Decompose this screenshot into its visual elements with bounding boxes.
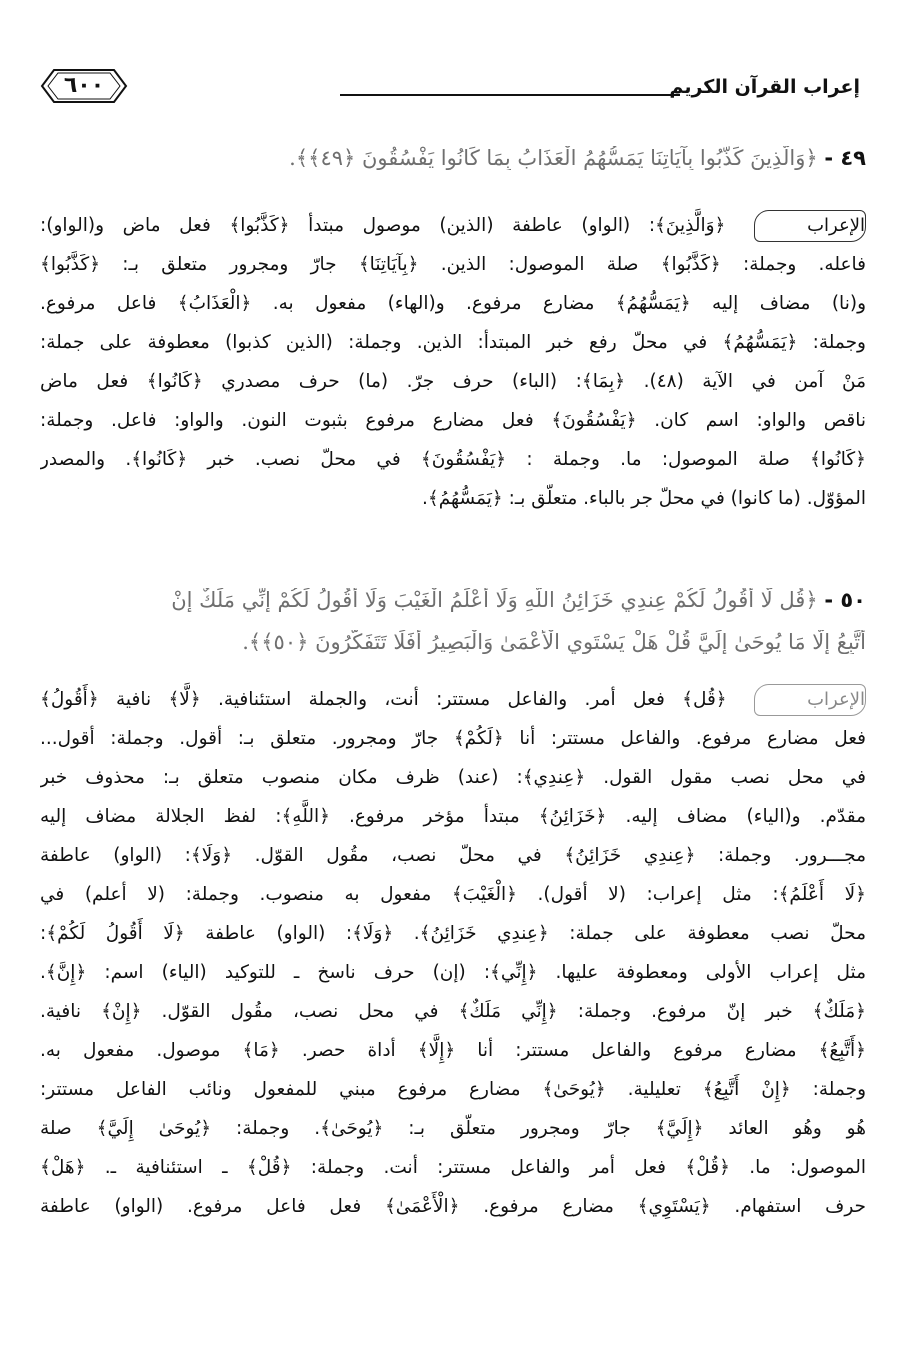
page-header [40,60,860,120]
verse-text: ﴿وَالَّذِينَ كَذَّبُوا بِآيَاتِنَا يَمَسُّهُمُ الْعَذَابُ بِمَا كَانُوا يَفْسُقُونَ ﴿٤٩﴾﴾. [289,146,818,170]
analysis-line: فعل مضارع مرفوع. والفاعل مستتر: أنا ﴿لَكُمْ﴾ جارّ ومجرور. متعلق بـ: أقول. وجملة: أقول... [40,728,866,749]
analysis-line: وجملة: ﴿يَمَسُّهُمُ﴾ في محلّ رفع خبر المبتدأ: الذين. وجملة: (الذين كذبوا) معطوفة على جملة: [40,332,866,353]
irab-section-50 [40,680,866,1226]
page-number-frame [40,68,128,104]
analysis-line-text: ﴿قُل﴾ فعل أمر. والفاعل مستتر: أنت، والجملة استئنافية. ﴿لَّا﴾ نافية ﴿أَقُولُ﴾ [40,689,727,710]
analysis-line: ناقص والواو: اسم كان. ﴿يَفْسُقُونَ﴾ فعل مضارع مرفوع بثبوت النون. والواو: فاعل. وجملة: [40,410,866,431]
analysis-line: هُو وهُو العائد ﴿إِلَيَّ﴾ جارّ ومجرور متعلّق بـ: ﴿يُوحَىٰ﴾. وجملة: ﴿يُوحَىٰ إِلَيَّ﴾ صلة [40,1118,866,1139]
verse-number: ٤٩ - [824,146,866,170]
analysis-line: الموصول: ما. ﴿قُلْ﴾ فعل أمر والفاعل مستتر: أنت. وجملة: ﴿قُلْ﴾ ـ استئنافية ـ. ﴿هَلْ﴾ [40,1157,866,1178]
verse-49 [40,146,866,170]
analysis-line: المؤوّل. (ما كانوا) في محلّ جر بالباء. متعلّق بـ: ﴿يَمَسُّهُمُ﴾. [422,488,866,509]
analysis-line: فاعله. وجملة: ﴿كَذَّبُوا﴾ صلة الموصول: الذين. ﴿بِآيَاتِنَا﴾ جارّ ومجرور متعلق بـ: ﴿كَذَّبُوا﴾ [40,254,866,275]
verse-text: ﴿قُل لَّا أَقُولُ لَكُمْ عِندِي خَزَائِنُ اللَّهِ وَلَا أَعْلَمُ الْغَيْبَ وَلَا أَقُولُ لَكُمْ إِنِّي مَلَكٌ إِنْ [171,588,818,612]
analysis-line-text: ﴿وَالَّذِينَ﴾: (الواو) عاطفة (الذين) موصول مبتدأ ﴿كَذَّبُوا﴾ فعل ماض و(الواو): [40,215,726,236]
analysis-line: في محل نصب مقول القول. ﴿عِندِي﴾: (عند) ظرف مكان منصوب متعلق بـ: محذوف خبر [40,767,866,788]
analysis-line: ﴿لَا أَعْلَمُ﴾: مثل إعراب: (لا أقول). ﴿الْغَيْبَ﴾ مفعول به منصوب. وجملة: (لا أعلم) في [40,884,866,905]
analysis-line: مثل إعراب الأولى ومعطوفة عليها. ﴿إِنِّي﴾: (إن) حرف ناسخ ـ للتوكيد (الياء) اسم: ﴿إِنَّ﴾. [40,962,866,983]
analysis-line: مقدّم. و(الياء) مضاف إليه. ﴿خَزَائِنُ﴾ مبتدأ مؤخر مرفوع. ﴿اللَّهِ﴾: لفظ الجلالة مضاف إليه [40,806,866,827]
book-title: إعراب القرآن الكريم [669,76,860,98]
analysis-line: محلّ نصب معطوفة على جملة: ﴿عِندِي خَزَائِنُ﴾. ﴿وَلَا﴾: (الواو) عاطفة ﴿لَا أَقُولُ لَكُمْ﴾: [40,923,866,944]
irab-badge: الإعراب [754,210,866,242]
page-number: ٦٠٠ [63,73,105,98]
analysis-line [40,206,866,245]
analysis-line: ﴿كَانُوا﴾ صلة الموصول: ما. وجملة : ﴿يَفْسُقُونَ﴾ في محلّ نصب. خبر ﴿كَانُوا﴾. والمصدر [40,449,866,470]
analysis-line: و(نا) مضاف إليه ﴿يَمَسُّهُمُ﴾ مضارع مرفوع. و(الهاء) مفعول به. ﴿الْعَذَابُ﴾ فاعل مرفوع. [40,293,866,314]
analysis-line: ﴿مَلَكٌ﴾ خبر إنّ مرفوع. وجملة: ﴿إِنِّي مَلَكٌ﴾ في محل نصب، مقُول القوّل. ﴿إِنْ﴾ نافية. [40,1001,866,1022]
analysis-line: حرف استفهام. ﴿يَسْتَوِي﴾ مضارع مرفوع. ﴿الْأَعْمَىٰ﴾ فعل فاعل مرفوع. (الواو) عاطفة [40,1196,866,1217]
irab-badge: الإعراب [754,684,866,716]
verse-50-line-1 [40,588,866,612]
header-rule [340,94,680,96]
analysis-line: مجـــرور. وجملة: ﴿عِندِي خَزَائِنُ﴾ في محلّ نصب، مقُول القوّل. ﴿وَلَا﴾: (الواو) عاطفة [40,845,866,866]
analysis-line: مَنْ آمن في الآية (٤٨). ﴿بِمَا﴾: (الباء) حرف جرّ. (ما) حرف مصدري ﴿كَانُوا﴾ فعل ماض [40,371,866,392]
analysis-line [40,680,866,719]
analysis-line: وجملة: ﴿إِنْ أَتَّبِعُ﴾ تعليلية. ﴿يُوحَىٰ﴾ مضارع مرفوع مبني للمفعول ونائب الفاعل مستتر: [40,1079,866,1100]
analysis-line: ﴿أَتَّبِعُ﴾ مضارع مرفوع والفاعل مستتر: أنا ﴿إِلَّا﴾ أداة حصر. ﴿مَا﴾ موصول. مفعول به. [40,1040,866,1061]
verse-number: ٥٠ - [824,588,866,612]
verse-50-line-2: أَتَّبِعُ إِلَّا مَا يُوحَىٰ إِلَيَّ قُلْ هَلْ يَسْتَوِي الْأَعْمَىٰ وَالْبَصِيرُ أَفَلَا تَتَفَكَّرُونَ ﴿٥٠﴾﴾. [242,630,866,654]
irab-section-49 [40,206,866,518]
